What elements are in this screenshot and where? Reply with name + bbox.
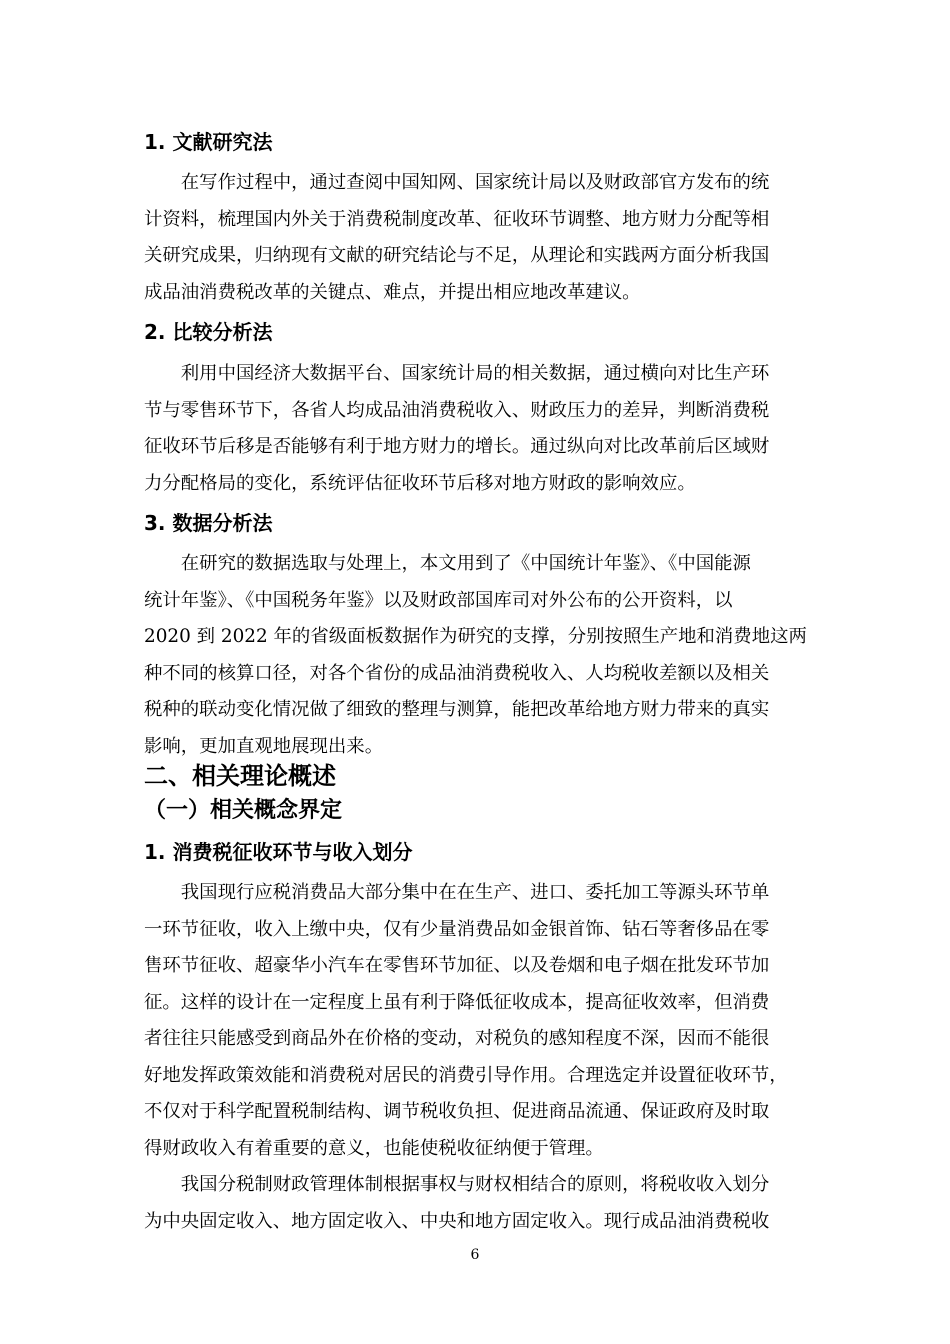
- text-line: 一环节征收，收入上缴中央，仅有少量消费品如金银首饰、钻石等奢侈品在零: [144, 918, 770, 940]
- text-line: 售环节征收、超豪华小汽车在零售环节加征、以及卷烟和电子烟在批发环节加: [144, 955, 770, 976]
- text-line: 在研究的数据选取与处理上，本文用到了《中国统计年鉴》、《中国能源: [144, 553, 751, 574]
- text-line: 节与零售环节下，各省人均成品油消费税收入、财政压力的差异，判断消费税: [144, 399, 770, 421]
- paragraph-comparative-analysis: [144, 356, 808, 502]
- text-line: 2020 到 2022 年的省级面板数据作为研究的支撑，分别按照生产地和消费地这两: [144, 626, 807, 647]
- page-number: 6: [470, 1247, 480, 1263]
- text-line: 征。这样的设计在一定程度上虽有利于降低征收成本，提高征收效率，但消费: [144, 991, 770, 1013]
- text-line: 成品油消费税改革的关键点、难点，并提出相应地改革建议。: [144, 281, 641, 303]
- text-line: 为中央固定收入、地方固定收入、中央和地方固定收入。现行成品油消费税收: [144, 1210, 770, 1232]
- text-line: 好地发挥政策效能和消费税对居民的消费引导作用。合理选定并设置征收环节，: [144, 1064, 788, 1086]
- section-heading-data-analysis: 3. 数据分析法: [144, 511, 273, 535]
- text-line: 统计年鉴》、《中国税务年鉴》以及财政部国库司对外公布的公开资料，以: [144, 589, 733, 611]
- subchapter-heading: （一）相关概念界定: [144, 798, 343, 823]
- text-line: 影响，更加直观地展现出来。: [144, 735, 384, 757]
- paragraph-collection-stage: [144, 875, 808, 1240]
- text-line: 我国分税制财政管理体制根据事权与财权相结合的原则，将税收收入划分: [144, 1174, 770, 1195]
- text-line: 不仅对于科学配置税制结构、调节税收负担、促进商品流通、保证政府及时取: [144, 1101, 770, 1122]
- text-line: 力分配格局的变化，系统评估征收环节后移对地方财政的影响效应。: [144, 472, 696, 494]
- section-heading-collection-stage: 1. 消费税征收环节与收入划分: [144, 840, 413, 864]
- text-line: 计资料，梳理国内外关于消费税制度改革、征收环节调整、地方财力分配等相: [144, 208, 770, 230]
- text-line: 者往往只能感受到商品外在价格的变动，对税负的感知程度不深，因而不能很: [144, 1028, 770, 1049]
- section-heading-comparative-analysis: 2. 比较分析法: [144, 320, 273, 344]
- section-heading-literature-research: 1. 文献研究法: [144, 130, 273, 154]
- text-line: 种不同的核算口径，对各个省份的成品油消费税收入、人均税收差额以及相关: [144, 662, 770, 684]
- text-line: 我国现行应税消费品大部分集中在在生产、进口、委托加工等源头环节单: [144, 882, 770, 903]
- chapter-heading: 二、相关理论概述: [144, 762, 336, 790]
- text-line: 关研究成果，归纳现有文献的研究结论与不足，从理论和实践两方面分析我国: [144, 245, 770, 266]
- text-line: 税种的联动变化情况做了细致的整理与测算，能把改革给地方财力带来的真实: [144, 699, 770, 720]
- text-line: 利用中国经济大数据平台、国家统计局的相关数据，通过横向对比生产环: [144, 363, 770, 384]
- text-line: 得财政收入有着重要的意义，也能使税收征纳便于管理。: [144, 1137, 604, 1159]
- paragraph-literature-research: [144, 165, 808, 311]
- text-line: 在写作过程中，通过查阅中国知网、国家统计局以及财政部官方发布的统: [144, 172, 770, 193]
- text-line: 征收环节后移是否能够有利于地方财力的增长。通过纵向对比改革前后区域财: [144, 436, 770, 457]
- paragraph-data-analysis: [144, 546, 808, 765]
